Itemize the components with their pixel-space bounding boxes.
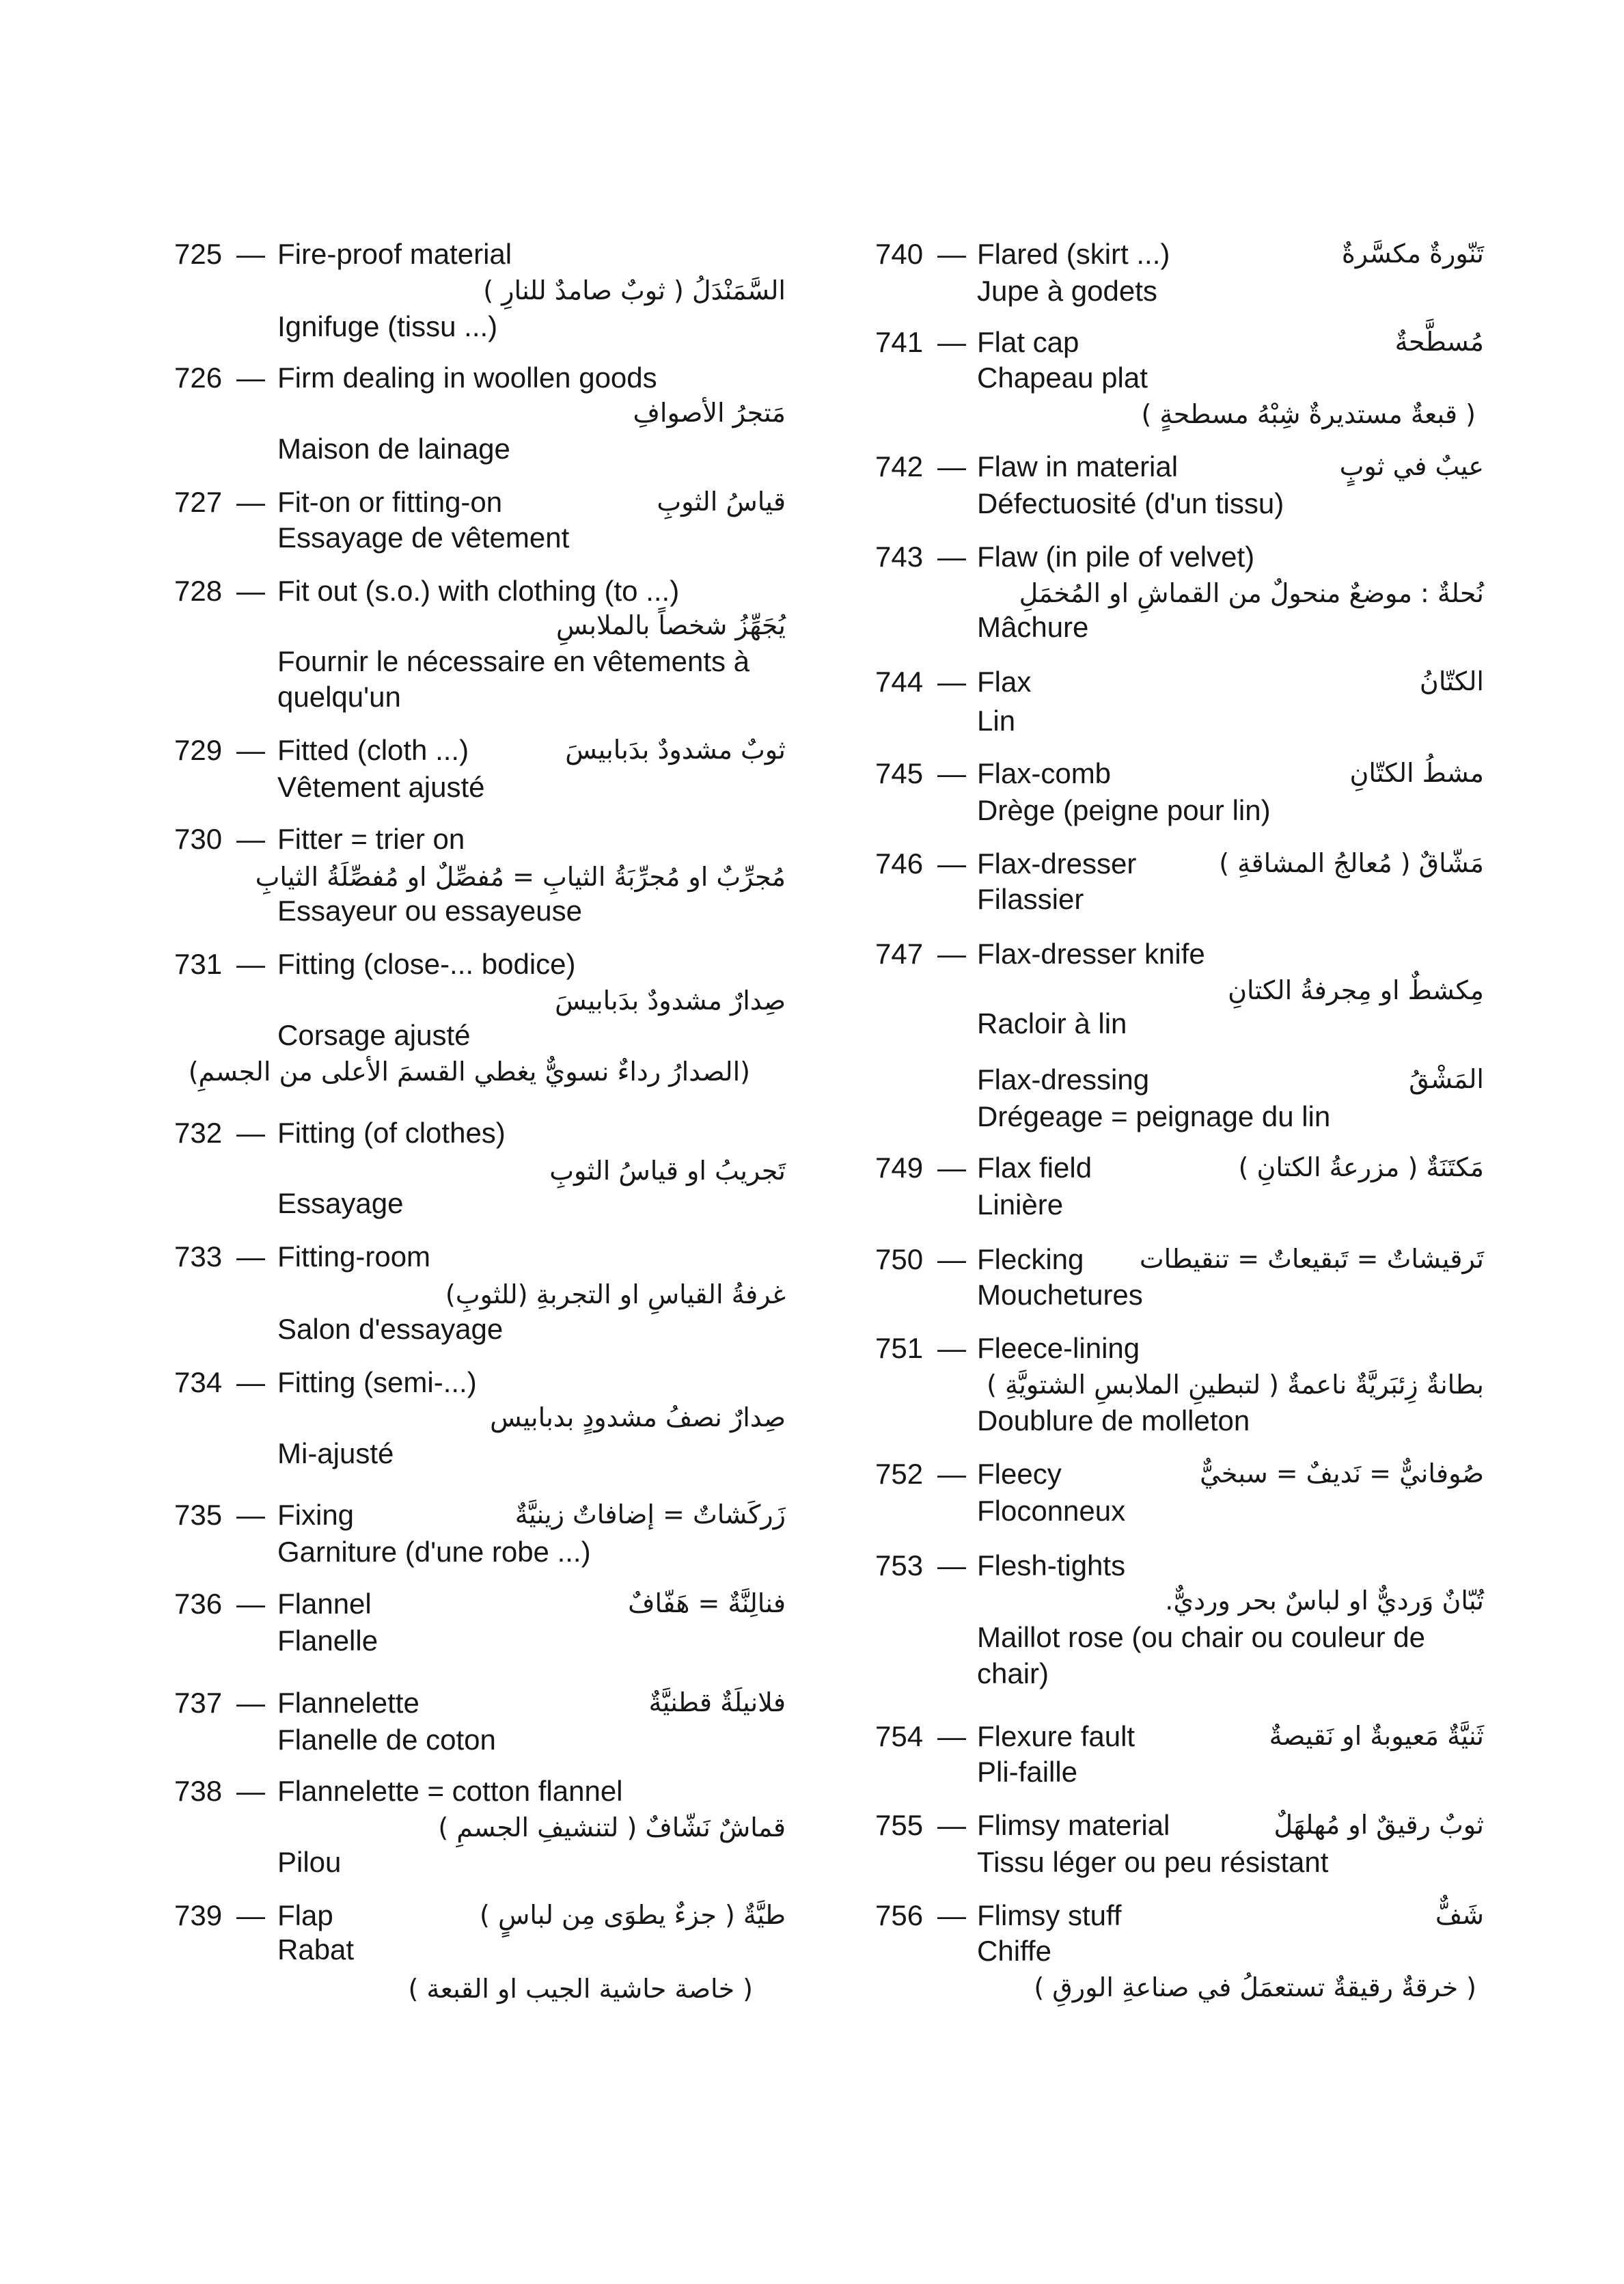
entry-number: 734 (174, 1366, 223, 1398)
entry-number: 746 (875, 847, 924, 880)
english-term: Fleecy (977, 1458, 1062, 1490)
entry-number: 727 (174, 486, 223, 518)
entry-number: 735 (174, 1499, 223, 1531)
english-term: Flannelette = cotton flannel (277, 1775, 623, 1807)
arabic-term: المَشْقُ (1409, 1064, 1484, 1094)
arabic-term: قماشٌ نَشّافٌ ( لتنشيفِ الجسمِ ) (438, 1812, 786, 1843)
english-term: Flax-dresser knife (977, 938, 1205, 970)
french-term: Racloir à lin (977, 1007, 1127, 1039)
entry-number: 731 (174, 948, 223, 980)
right-column (812, 0, 1624, 2284)
arabic-term: قياسُ الثوبِ (657, 487, 786, 517)
english-term: Flimsy stuff (977, 1899, 1122, 1931)
english-term: Flaw in material (977, 450, 1179, 482)
dash: — (236, 948, 265, 980)
dash: — (236, 734, 265, 766)
dash: — (236, 486, 265, 518)
french-term: Corsage ajusté (277, 1019, 471, 1051)
entry-number: 740 (875, 238, 924, 270)
english-term: Firm dealing in woollen goods (277, 362, 657, 394)
french-term: Ignifuge (tissu ...) (277, 310, 498, 342)
arabic-term: يُجَهِّزُ شخصاً بالملابسِ (555, 610, 786, 640)
entry-number: 729 (174, 734, 223, 766)
french-term: Rabat (277, 1933, 355, 1966)
english-term: Flecking (977, 1243, 1084, 1275)
arabic-term: مُجرِّبٌ او مُجرِّبَةُ الثيابِ = مُفصِّلٌ او مُفصِّلَةُ الثيابِ (255, 862, 786, 892)
arabic-term: مُسطَّحةٌ (1394, 327, 1484, 357)
english-term: Flax (977, 666, 1032, 698)
french-term: Chapeau plat (977, 362, 1148, 394)
arabic-term: غرفةُ القياسِ او التجربةِ (للثوبِ) (445, 1279, 786, 1309)
arabic-term: صِدارٌ نصفُ مشدودٍ بدبابيس (490, 1402, 786, 1432)
french-term: Maison de lainage (277, 433, 510, 465)
english-term: Fixing (277, 1499, 355, 1531)
english-term: Fitting (of clothes) (277, 1117, 506, 1149)
entry-number: 728 (174, 575, 223, 607)
dash: — (937, 666, 966, 698)
arabic-term: فنالِنَّةٌ = هَفّافٌ (628, 1588, 786, 1618)
dash: — (937, 938, 966, 970)
entry-number: 750 (875, 1243, 924, 1275)
french-term: Doublure de molleton (977, 1404, 1250, 1437)
entry-number: 738 (174, 1775, 223, 1807)
french-term: Vêtement ajusté (277, 771, 485, 803)
english-term: Flaw (in pile of velvet) (977, 541, 1255, 573)
french-term: Linière (977, 1188, 1064, 1221)
english-term: Fleece-lining (977, 1332, 1140, 1364)
english-term: Flax-comb (977, 757, 1112, 789)
english-term: Fit out (s.o.) with clothing (to ...) (277, 575, 680, 607)
dash: — (236, 1499, 265, 1531)
arabic-term: شَفٌّ (1435, 1900, 1484, 1930)
entry-number: 747 (875, 938, 924, 970)
dash: — (236, 1775, 265, 1807)
dash: — (937, 1809, 966, 1841)
entry-number: 725 (174, 238, 223, 270)
arabic-term: زَركَشاتٌ = إضافاتٌ زينيَّةٌ (514, 1499, 786, 1530)
arabic-term: ثوبٌ رقيقٌ او مُهلهَلٌ (1274, 1810, 1484, 1840)
english-term: Flap (277, 1899, 333, 1931)
french-term: Salon d'essayage (277, 1313, 504, 1345)
entry-number: 741 (875, 326, 924, 358)
french-term: Fournir le nécessaire en vêtements à (277, 645, 750, 677)
entry-number: 744 (875, 666, 924, 698)
arabic-term: بطانةٌ زِئبَريَّةٌ ناعمةٌ ( لتبطينِ الملابسِ الشتويَّةِ ) (987, 1370, 1484, 1400)
english-term: Flat cap (977, 326, 1079, 358)
dash: — (236, 1899, 265, 1931)
french-term: Tissu léger ou peu résistant (977, 1846, 1329, 1878)
dash: — (236, 1117, 265, 1149)
french-term: Flanelle (277, 1624, 379, 1657)
entry-number: 745 (875, 757, 924, 789)
entry-number: 743 (875, 541, 924, 573)
dash: — (937, 847, 966, 880)
entry-number: 752 (875, 1458, 924, 1490)
entry-number: 739 (174, 1899, 223, 1931)
arabic-term: تُبّانٌ وَرديٌّ او لباسٌ بحر ورديٌّ. (1165, 1586, 1484, 1616)
arabic-term: ثوبٌ مشدودٌ بدَبابيسَ (565, 735, 786, 765)
english-term: Fitting (close-... bodice) (277, 948, 576, 980)
entry-number: 753 (875, 1549, 924, 1581)
french-term-continued: quelqu'un (277, 681, 401, 713)
arabic-term: مَشّاقٌ ( مُعالجُ المشاقةِ ) (1219, 848, 1484, 878)
dash: — (937, 1152, 966, 1184)
dash: — (937, 238, 966, 270)
arabic-term: صِدارٌ مشدودٌ بدَبابيسَ (555, 985, 786, 1016)
french-term: Chiffe (977, 1935, 1051, 1967)
entry-number: 756 (875, 1899, 924, 1931)
dash: — (236, 1687, 265, 1719)
french-term: Mi-ajusté (277, 1437, 394, 1469)
french-term: Drège (peigne pour lin) (977, 794, 1271, 826)
entry-number: 742 (875, 450, 924, 482)
dash: — (236, 823, 265, 855)
english-term: Fit-on or fitting-on (277, 486, 503, 518)
arabic-term: السَّمَنْدَلُ ( ثوبٌ صامدٌ للنارِ ) (483, 275, 786, 305)
french-term: Essayage (277, 1187, 404, 1219)
french-term-continued: chair) (977, 1657, 1049, 1689)
french-term: Défectuosité (d'un tissu) (977, 487, 1284, 519)
french-term: Lin (977, 705, 1016, 737)
arabic-term: عيبٌ في ثوبٍ (1339, 451, 1484, 481)
dash: — (236, 1366, 265, 1398)
dash: — (937, 1720, 966, 1752)
english-term: Flannel (277, 1588, 372, 1620)
arabic-note: ( خرقةٌ رقيقةٌ تستعمَلُ في صناعةِ الورقِ ) (1034, 1972, 1476, 2002)
english-term: Flesh-tights (977, 1549, 1126, 1581)
english-term: Fitting (semi-...) (277, 1366, 477, 1398)
dash: — (236, 238, 265, 270)
entry-number: 733 (174, 1240, 223, 1273)
arabic-term: الكتّانُ (1419, 666, 1484, 696)
english-term: Fitter = trier on (277, 823, 465, 855)
french-term: Essayeur ou essayeuse (277, 895, 582, 927)
dash: — (937, 1899, 966, 1931)
dash: — (937, 1243, 966, 1275)
english-term: Flexure fault (977, 1720, 1136, 1752)
dash: — (937, 1332, 966, 1364)
french-term: Mouchetures (977, 1279, 1143, 1311)
dash: — (937, 541, 966, 573)
arabic-term: تَرقيشاتٌ = تَبقيعاتٌ = تنقيطات (1139, 1244, 1484, 1274)
arabic-term: صُوفانيٌّ = نَديفٌ = سبخيٌّ (1200, 1458, 1484, 1488)
english-term: Flax field (977, 1152, 1092, 1184)
french-term: Mâchure (977, 611, 1089, 643)
dash: — (236, 362, 265, 394)
dash: — (937, 450, 966, 482)
english-term: Fitted (cloth ...) (277, 734, 469, 766)
english-term: Flimsy material (977, 1809, 1170, 1841)
entry-number: 751 (875, 1332, 924, 1364)
arabic-term: مشطُ الكتّانِ (1349, 758, 1484, 788)
french-term: Essayage de vêtement (277, 521, 570, 554)
arabic-note: ( قبعةٌ مستديرةٌ شِبْهُ مسطحةٍ ) (1141, 399, 1476, 429)
french-term: Jupe à godets (977, 275, 1157, 307)
entry-number: 749 (875, 1152, 924, 1184)
french-term: Filassier (977, 883, 1084, 915)
english-term: Flax-dresser (977, 847, 1137, 880)
arabic-term: مِكشطٌ او مِجرفةُ الكتانِ (1228, 975, 1484, 1005)
entry-number: 754 (875, 1720, 924, 1752)
dash: — (937, 326, 966, 358)
english-term: Flax-dressing (977, 1063, 1150, 1096)
entry-number: 732 (174, 1117, 223, 1149)
dash: — (937, 1458, 966, 1490)
french-term: Floconneux (977, 1495, 1126, 1527)
french-term: Maillot rose (ou chair ou couleur de (977, 1621, 1426, 1653)
english-term: Flared (skirt ...) (977, 238, 1170, 270)
dash: — (236, 575, 265, 607)
arabic-note: ( خاصة حاشية الجيب او القبعة ) (408, 1974, 753, 2004)
dash: — (236, 1240, 265, 1273)
english-term: Fire-proof material (277, 238, 512, 270)
french-term: Drégeage = peignage du lin (977, 1100, 1331, 1132)
french-term: Flanelle de coton (277, 1724, 496, 1756)
french-term: Garniture (d'une robe ...) (277, 1536, 591, 1568)
arabic-term: ثَنيَّةٌ مَعيوبةٌ او نَقيصةٌ (1269, 1721, 1484, 1751)
arabic-term: تَنّورةٌ مكسَّرةٌ (1341, 239, 1484, 269)
english-term: Flannelette (277, 1687, 419, 1719)
arabic-term: تَجريبُ او قياسُ الثوبِ (549, 1156, 786, 1186)
entry-number: 755 (875, 1809, 924, 1841)
arabic-term: نُحلةٌ : موضعٌ منحولٌ من القماشِ او المُخمَلِ (1019, 578, 1484, 608)
arabic-term: مَكتَنَةٌ ( مزرعةُ الكتانِ ) (1238, 1152, 1484, 1182)
french-term: Pilou (277, 1846, 342, 1878)
english-term: Fitting-room (277, 1240, 431, 1273)
arabic-term: طيَّةٌ ( جزءٌ يطوَى مِن لباسٍ ) (480, 1900, 786, 1930)
entry-number: 726 (174, 362, 223, 394)
arabic-term: فلانيلَةٌ قطنيَّةٌ (648, 1687, 786, 1717)
dash: — (937, 1549, 966, 1581)
french-term: Pli-faille (977, 1756, 1078, 1788)
arabic-term: مَتجرُ الأصوافِ (633, 398, 786, 428)
arabic-note: (الصدارُ رداءٌ نسويٌّ يغطي القسمَ الأعلى من الجسمِ) (188, 1057, 750, 1087)
entry-number: 736 (174, 1588, 223, 1620)
dash: — (236, 1588, 265, 1620)
entry-number: 730 (174, 823, 223, 855)
dash: — (937, 757, 966, 789)
entry-number: 737 (174, 1687, 223, 1719)
